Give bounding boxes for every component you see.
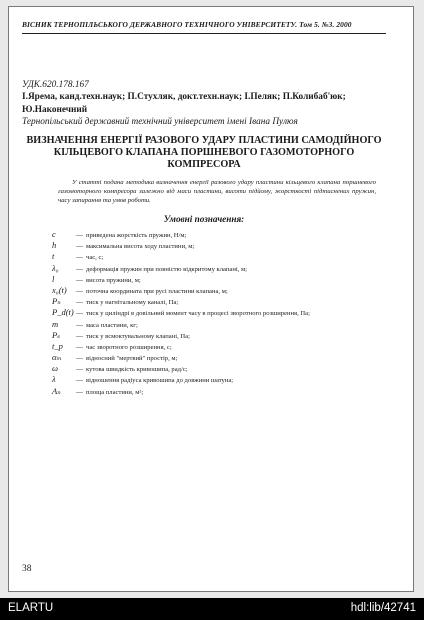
nomenclature-description: максимальна висота ходу пластини, м;: [86, 243, 195, 251]
page-number: 38: [22, 564, 32, 574]
nomenclature-row: [52, 249, 382, 260]
nomenclature-dash: —: [76, 253, 83, 262]
nomenclature-symbol: Pₛ: [52, 329, 61, 340]
nomenclature-row: [52, 384, 382, 395]
nomenclature-dash: —: [76, 309, 83, 318]
nomenclature-description: площа пластини, м²;: [86, 388, 144, 396]
nomenclature-row: [52, 305, 382, 316]
nomenclature-dash: —: [76, 331, 83, 340]
nomenclature-heading: Умовні позначення:: [163, 214, 245, 224]
nomenclature-symbol: Aₙ: [52, 385, 61, 396]
nomenclature-dash: —: [76, 320, 83, 329]
authors: І.Ярема, канд.техн.наук; П.Стухляк, докт.техн.наук; І.Пеляк; П.Колибаб'юк; Ю.Наконечний: [22, 92, 346, 115]
nomenclature-description: тиск у нагнітальному каналі, Па;: [86, 299, 179, 307]
nomenclature-description: деформація пружин при повністю відкритому клапані, м;: [86, 265, 247, 273]
nomenclature-symbol: h: [52, 240, 57, 251]
nomenclature-symbol: t: [52, 251, 55, 262]
footer-bar: [0, 598, 424, 620]
nomenclature-symbol: Pₙ: [52, 296, 61, 307]
nomenclature-row: [52, 372, 382, 383]
nomenclature-description: поточна координата при русі пластини клапана, м;: [86, 287, 228, 295]
repository-label: ELARTU: [8, 602, 54, 614]
nomenclature-description: відносний "мертвий" простір, м;: [86, 355, 178, 363]
nomenclature-row: [52, 317, 382, 328]
nomenclature-symbol: αₘ: [52, 352, 62, 363]
nomenclature-dash: —: [76, 242, 83, 251]
nomenclature-dash: —: [76, 264, 83, 273]
affiliation: Тернопільський державний технічний університет імені Івана Пулюя: [22, 117, 298, 127]
nomenclature-dash: —: [76, 275, 83, 284]
nomenclature-description: висота пружини, м;: [86, 276, 141, 284]
nomenclature-symbol: λ₀: [52, 262, 59, 273]
nomenclature-description: кутова швидкість кривошипа, рад/с;: [86, 366, 188, 374]
nomenclature-dash: —: [76, 231, 83, 239]
nomenclature-row: [52, 339, 382, 350]
nomenclature-symbol: m: [52, 318, 59, 329]
nomenclature-symbol: t_p: [52, 340, 63, 351]
nomenclature-description: час, с;: [86, 254, 104, 262]
nomenclature-row: [52, 350, 382, 361]
nomenclature-dash: —: [76, 286, 83, 295]
nomenclature-row: [52, 283, 382, 294]
nomenclature-dash: —: [76, 387, 83, 396]
nomenclature-row: [52, 272, 382, 283]
nomenclature-description: відношення радіуса кривошипа до довжини шатуна;: [86, 377, 234, 385]
nomenclature-row: [52, 294, 382, 305]
nomenclature-dash: —: [76, 342, 83, 351]
nomenclature-dash: —: [76, 365, 83, 374]
nomenclature-description: час зворотного розширення, с;: [86, 343, 172, 351]
handle-id: hdl:lib/42741: [350, 602, 416, 614]
nomenclature-symbol: ω: [52, 363, 59, 374]
nomenclature-row: [52, 238, 382, 249]
nomenclature-symbol: x₀(t): [52, 284, 67, 295]
nomenclature-symbol: λ: [52, 374, 56, 385]
udc-code: УДК.620.178.167: [22, 80, 89, 90]
nomenclature-description: тиск у всмоктувальному клапані, Па;: [86, 332, 190, 340]
abstract: У статті подана методика визначення енергії разового удару пластини кільцевого клапана поршневого газомоторного компресора залежно від маси пластини, висоти підйому, жорсткості підтиснених пружин, часу запирання та умов роботи.: [58, 179, 376, 204]
nomenclature-dash: —: [76, 376, 83, 385]
nomenclature-row: [52, 361, 382, 372]
header-rule: [22, 33, 386, 34]
paper-title: ВИЗНАЧЕННЯ ЕНЕРГІЇ РАЗОВОГО УДАРУ ПЛАСТИНИ САМОДІЙНОГО КІЛЬЦЕВОГО КЛАПАНА ПОРШНЕВОГО ГАЗОМОТОРНОГО КОМПРЕСОРА: [26, 135, 382, 171]
nomenclature-list: [52, 227, 382, 395]
nomenclature-dash: —: [76, 354, 83, 363]
nomenclature-symbol: c: [52, 229, 56, 239]
nomenclature-row: [52, 227, 382, 238]
nomenclature-row: [52, 328, 382, 339]
nomenclature-symbol: P_d(t): [52, 307, 74, 318]
journal-header: ВІСНИК ТЕРНОПІЛЬСЬКОГО ДЕРЖАВНОГО ТЕХНІЧНОГО УНІВЕРСИТЕТУ. Том 5. №3. 2000: [22, 20, 352, 29]
nomenclature-row: [52, 261, 382, 272]
nomenclature-description: маса пластини, кг;: [86, 321, 138, 329]
nomenclature-description: тиск у циліндрі в довільний момент часу в процесі зворотного розширення, Па;: [86, 310, 310, 318]
nomenclature-dash: —: [76, 298, 83, 307]
nomenclature-symbol: l: [52, 273, 55, 284]
nomenclature-description: приведена жорсткість пружин, Н/м;: [86, 232, 187, 239]
